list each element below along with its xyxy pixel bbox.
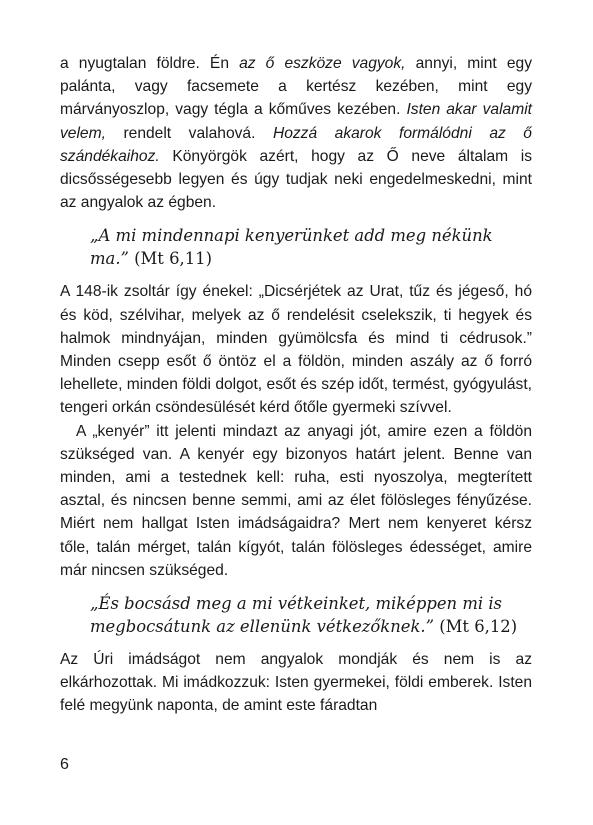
paragraph-eszkoz	[60, 52, 532, 214]
paragraph-eszkoz-s1: a nyugtalan földre. Én	[60, 55, 240, 72]
emphasis-eszkoze: az ő eszköze vagyok,	[239, 55, 406, 72]
verse-forgiveness	[90, 592, 532, 638]
verse-daily-bread-text: „A mi mindennapi kenyerünket add meg nékünk ma.”	[90, 226, 493, 269]
paragraph-eszkoz-s7: Könyörgök azért, hogy az Ő neve általam is dicsősségesebb legyen és úgy tudjak neki engedelmeskedni, mint az angyalok az égben.	[60, 147, 532, 212]
paragraph-kenyer: A „kenyér” itt jelenti mindazt az anyagi jót, amire ezen a földön szükséged van. A kenyér egy bizonyos határt jelent. Benne van minden, ami a testednek kell: ruha, esti nyoszolya, megterített asztal, és nincsen benne semmi, ami az élet fölösleges fényűzése. Miért nem hallgat Isten imádságaidra? Mert nem kenyeret kérsz tőle, talán mérget, talán kígyót, talán fölösleges édességet, amire már nincsen szükséged.	[60, 422, 532, 579]
paragraph-eszkoz-s5: rendelt valahová.	[105, 124, 273, 142]
page-content	[60, 52, 532, 718]
emphasis-hozza-akarok: Hozzá akarok formálódni az ő szándékaihoz.	[60, 124, 532, 165]
emphasis-isten-akar: Isten akar valamit velem,	[60, 101, 533, 142]
verse-forgiveness-ref: (Mt 6,12)	[434, 617, 518, 637]
paragraph-eszkoz-s3: annyi, mint egy palánta, vagy facsemete a kertész kezében, mint egy márványoszlop, vagy tégla a kőműves kezében.	[60, 55, 533, 119]
page-number: 6	[60, 756, 69, 773]
verse-daily-bread-ref: (Mt 6,11)	[128, 249, 212, 269]
paragraph-uri-imadsag: Az Úri imádságot nem angyalok mondják és nem is az elkárhozottak. Mi imádkozzuk: Isten gyermekei, földi emberek. Isten felé megyünk naponta, de amint este fáradtan	[60, 651, 532, 715]
verse-forgiveness-text: „És bocsásd meg a mi vétkeinket, miképpen mi is megbocsátunk az ellenünk vétkezőknek.”	[90, 594, 502, 637]
verse-daily-bread	[90, 224, 532, 270]
paragraph-psalm-148: A 148-ik zsoltár így énekel: „Dicsérjétek az Urat, tűz és jégeső, hó és köd, szélvihar, melyek az ő rendelésit cselekszik, ti hegyek és halmok mindnyájan, minden gyümölcsfa és mind ti cédrusok.” Minden csepp esőt ő öntöz el a földön, minden aszály az ő forró lehellete, minden földi dolgot, esőt és szép időt, termést, gyógyulást, tengeri orkán csöndesülését kérd őtőle gyermeki szívvel.	[60, 283, 532, 417]
